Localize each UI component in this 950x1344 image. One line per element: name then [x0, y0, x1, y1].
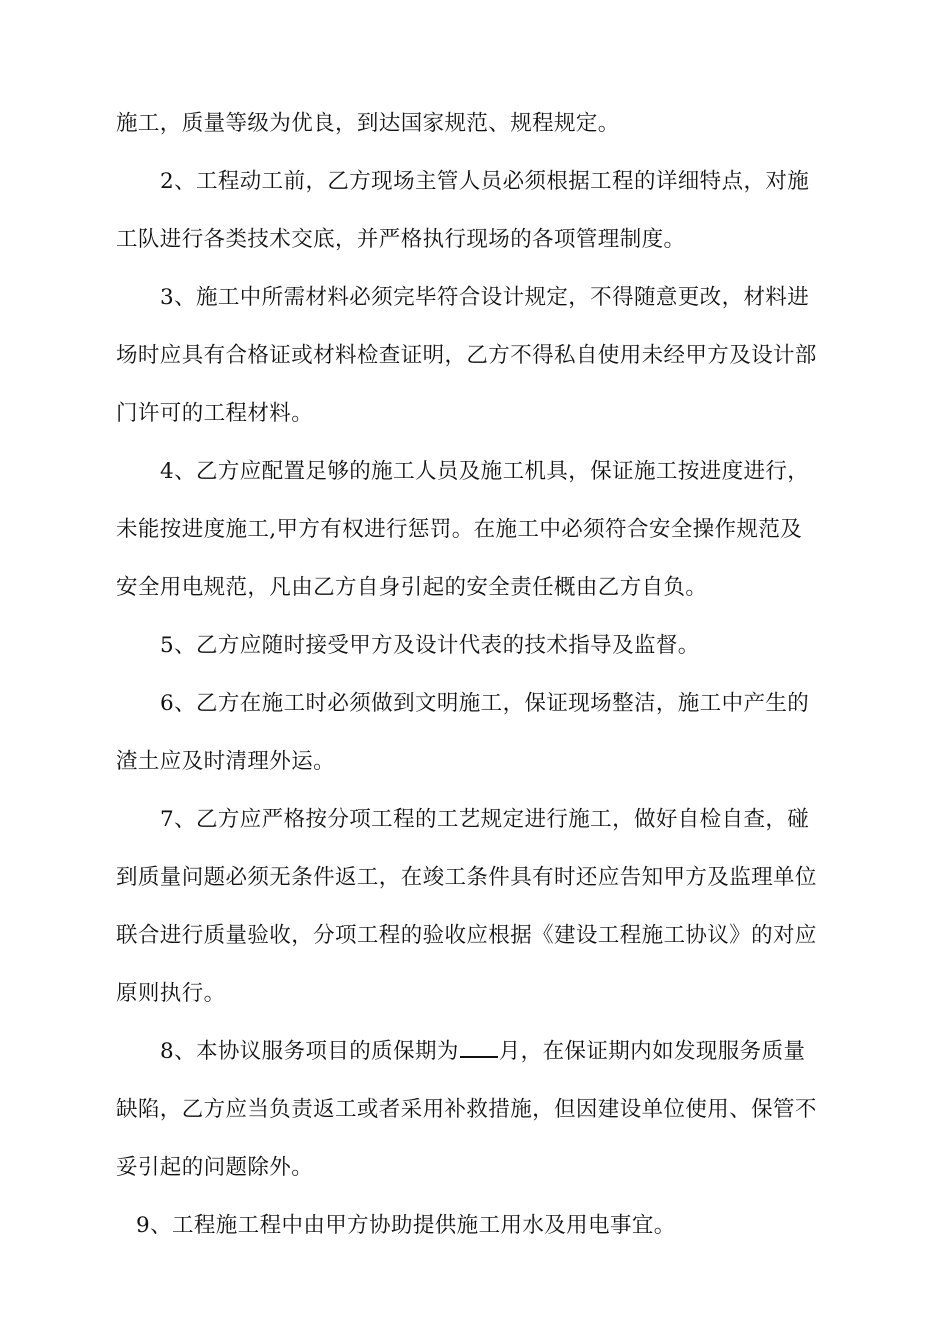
clause-5-line-1: 5、乙方应随时接受甲方及设计代表的技术指导及监督。 — [160, 633, 700, 658]
clause-9-line-1: 9、工程施工程中由甲方协助提供施工用水及用电事宜。 — [136, 1213, 676, 1238]
clause-8-prefix: 8、本协议服务项目的质保期为 — [160, 1039, 459, 1064]
clause-2-line-2: 工队进行各类技术交底，并严格执行现场的各项管理制度。 — [116, 227, 686, 252]
clause-6-line-2: 渣土应及时清理外运。 — [116, 749, 336, 774]
clause-8-suffix: 月，在保证期内如发现服务质量 — [498, 1039, 806, 1064]
clause-3-line-3: 门许可的工程材料。 — [116, 401, 314, 426]
clause-6-line-1: 6、乙方在施工时必须做到文明施工，保证现场整洁，施工中产生的 — [160, 691, 810, 716]
clause-4-line-1: 4、乙方应配置足够的施工人员及施工机具，保证施工按进度进行， — [160, 459, 810, 484]
clause-4-line-3: 安全用电规范，凡由乙方自身引起的安全责任概由乙方自负。 — [116, 575, 708, 600]
text-line: 施工，质量等级为优良，到达国家规范、规程规定。 — [116, 111, 620, 136]
clause-3-line-1: 3、施工中所需材料必须完毕符合设计规定，不得随意更改，材料进 — [160, 285, 810, 310]
clause-4-line-2: 未能按进度施工,甲方有权进行惩罚。在施工中必须符合安全操作规范及 — [116, 517, 803, 542]
clause-3-line-2: 场时应具有合格证或材料检查证明，乙方不得私自使用未经甲方及设计部 — [116, 343, 817, 368]
blank-field — [460, 1032, 498, 1058]
clause-8-line-3: 妥引起的问题除外。 — [116, 1155, 314, 1180]
clause-8-line-1 — [116, 1032, 834, 1090]
clause-2-line-1: 2、工程动工前，乙方现场主管人员必须根据工程的详细特点，对施 — [160, 169, 810, 194]
clause-7-line-4: 原则执行。 — [116, 981, 226, 1006]
clause-7-line-1: 7、乙方应严格按分项工程的工艺规定进行施工，做好自检自查，碰 — [160, 807, 810, 832]
clause-7-line-2: 到质量问题必须无条件返工，在竣工条件具有时还应告知甲方及监理单位 — [116, 865, 817, 890]
clause-7-line-3: 联合进行质量验收，分项工程的验收应根据《建设工程施工协议》的对应 — [116, 923, 817, 948]
clause-8-line-2: 缺陷，乙方应当负责返工或者采用补救措施，但因建设单位使用、保管不 — [116, 1097, 817, 1122]
document-body — [116, 104, 834, 1264]
